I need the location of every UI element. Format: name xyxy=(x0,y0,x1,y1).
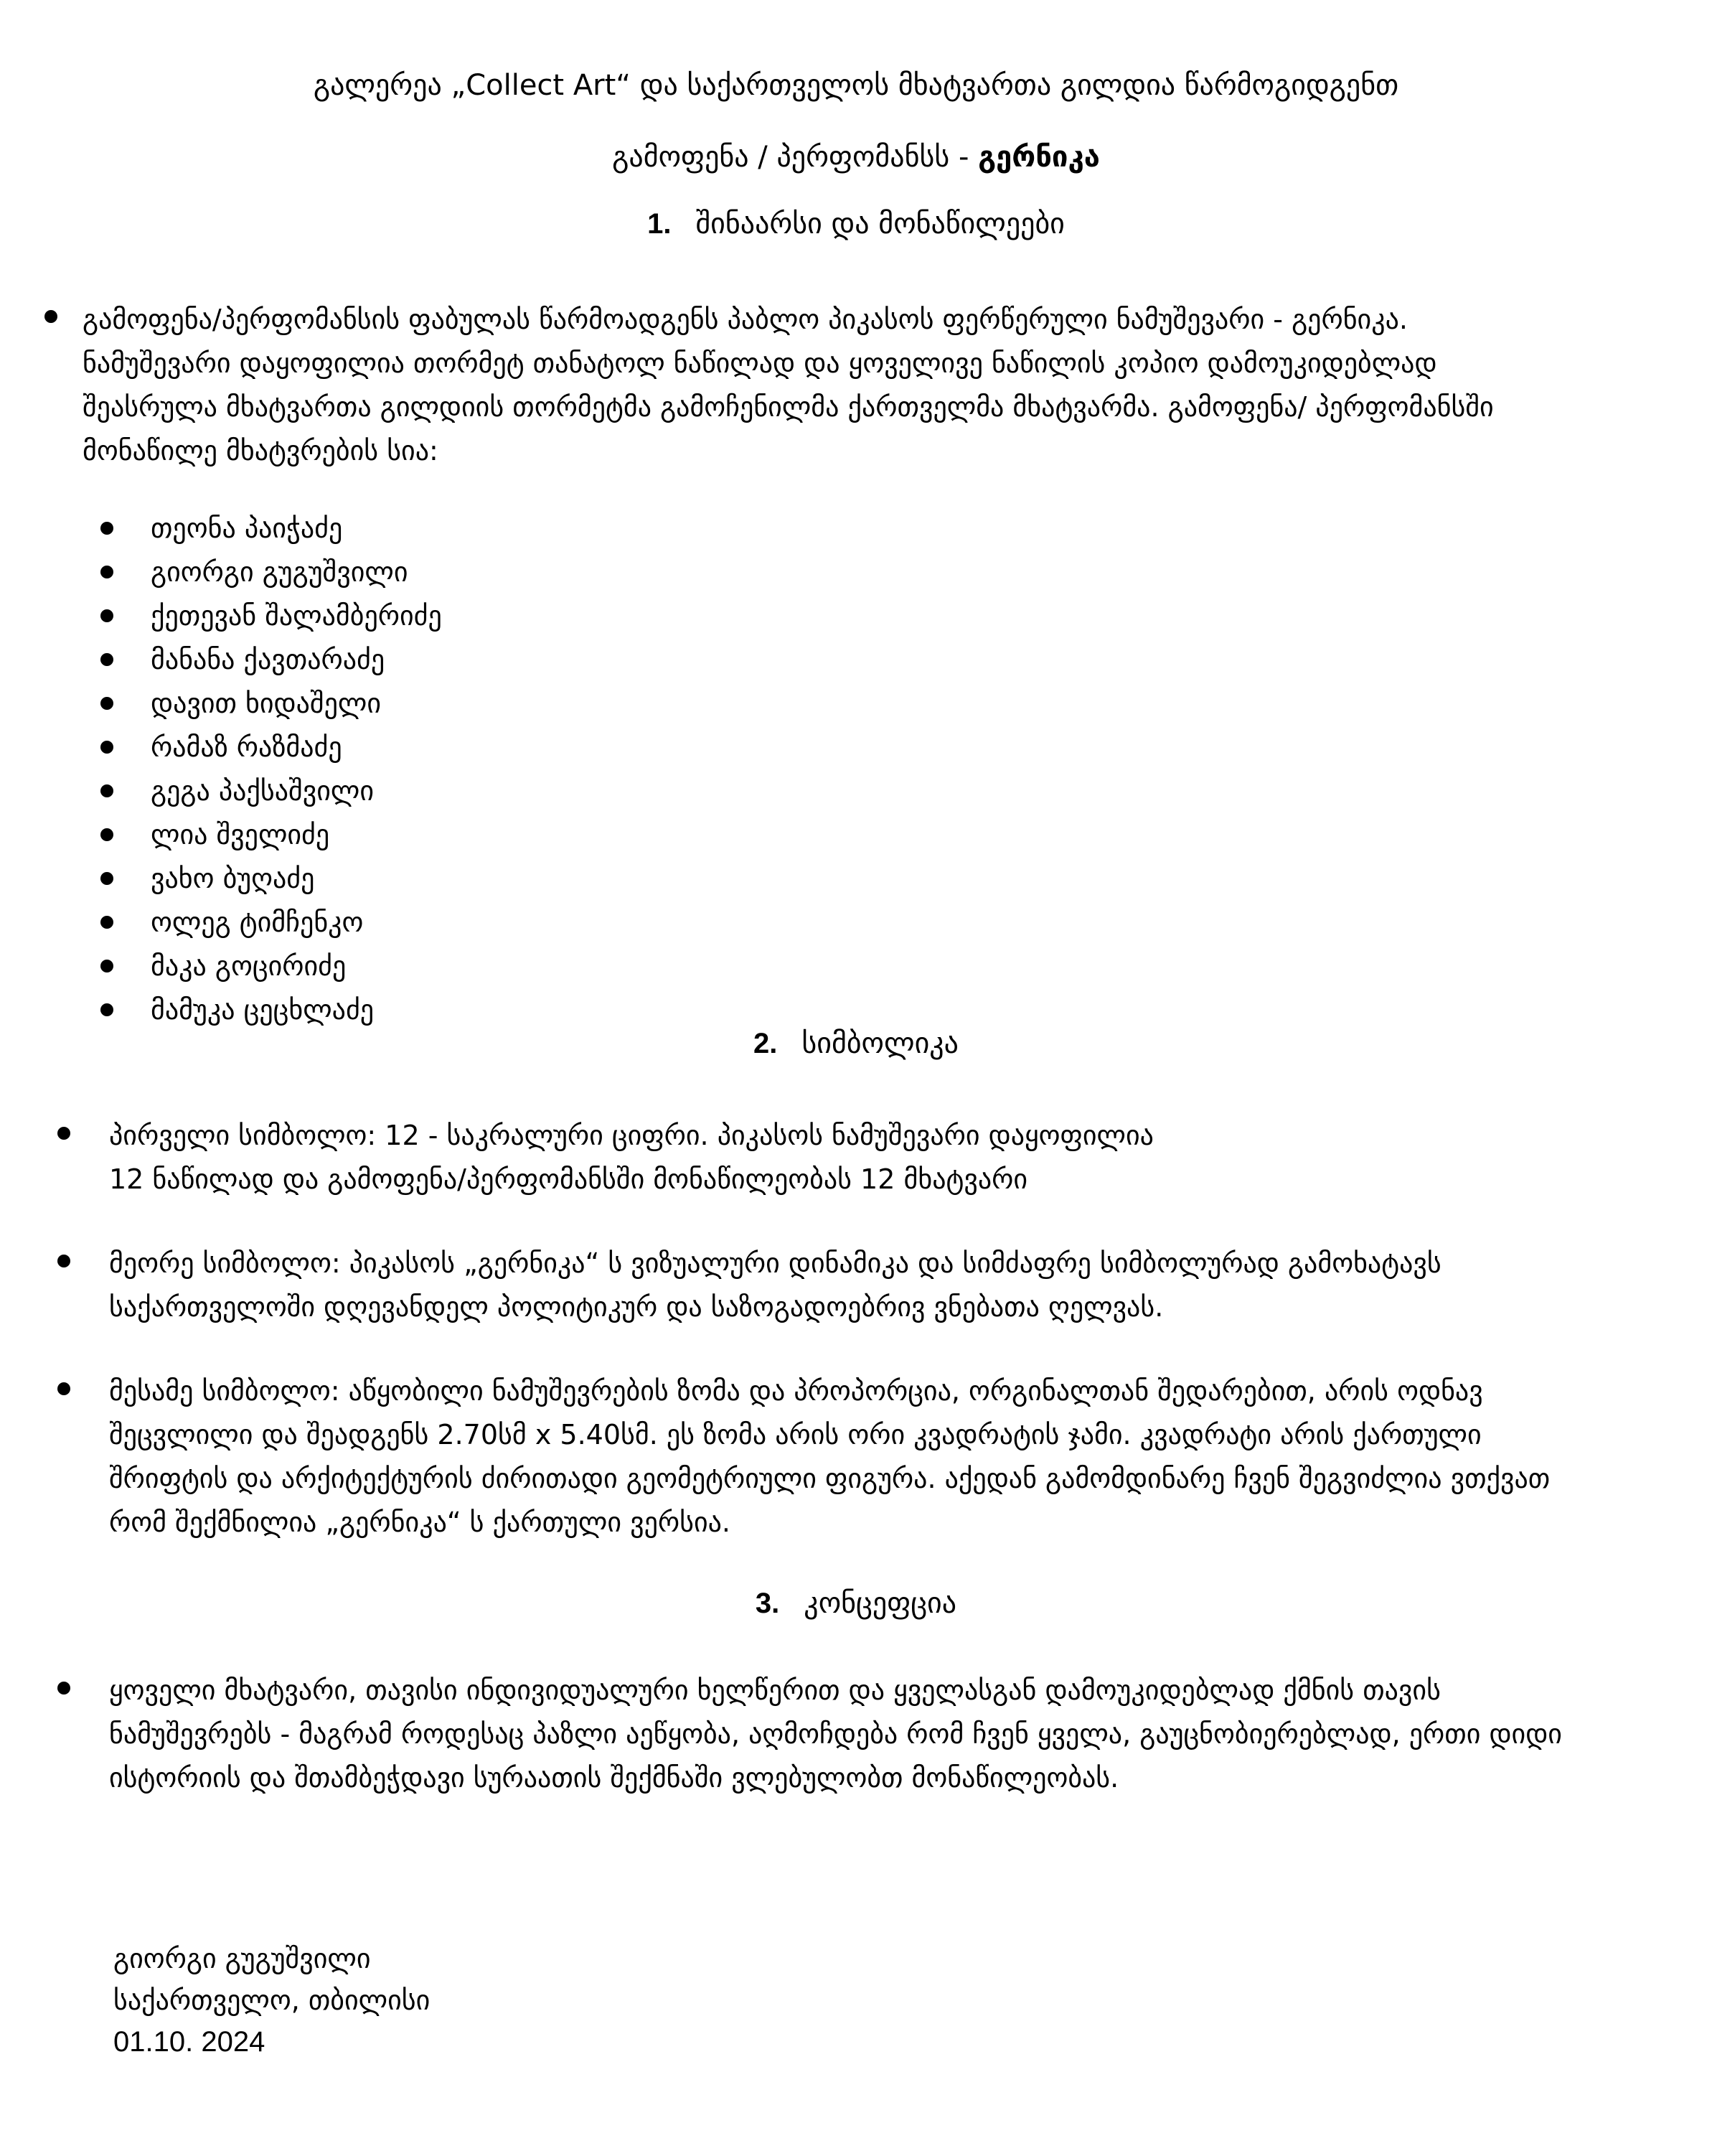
list-item xyxy=(100,682,442,726)
list-item xyxy=(100,550,442,594)
bullet-icon xyxy=(57,1682,70,1695)
artist-name: ოლეგ ტიმჩენკო xyxy=(151,906,364,938)
section-heading-concept xyxy=(0,1586,1712,1621)
subtitle-bold-title: გერნიკა xyxy=(978,141,1100,174)
bullet-icon xyxy=(100,609,113,622)
section-number: 2. xyxy=(753,1028,778,1059)
bullet-icon xyxy=(100,784,113,797)
artist-name: ლია შველიძე xyxy=(151,819,330,850)
list-item xyxy=(100,945,442,988)
list-item xyxy=(100,769,442,813)
list-item xyxy=(100,857,442,901)
symbol-third-paragraph: მესამე სიმბოლო: აწყობილი ნამუშევრების ზომა და პროპორცია, ორგინალთან შედარებით, არის ოდნავ შეცვლილი და შეადგენს 2.70სმ x 5.40სმ. ეს ზომა არის ორი კვადრატის ჯამი. კვადრატი არის ქართული შრიფტის და არქიტექტურის ძირითადი გეომეტრიული ფიგურა. აქედან გამომდინარე ჩვენ შეგვიძლია ვთქვათ რომ შექმნილია „გერნიკა“ ს ქართული ვერსია. xyxy=(109,1375,1551,1538)
section-title: სიმბოლიკა xyxy=(801,1027,959,1060)
bullet-icon xyxy=(100,522,113,535)
artist-list xyxy=(100,507,442,1032)
signature-block xyxy=(113,1938,430,2063)
artist-name: მანანა ქავთარაძე xyxy=(151,644,385,675)
symbol-second-paragraph: მეორე სიმბოლო: პიკასოს „გერნიკა“ ს ვიზუალური დინამიკა და სიმძაფრე სიმბოლურად გამოხატავს საქართველოში დღევანდელ პოლიტიკურ და საზოგადოებრივ ვნებათა ღელვას. xyxy=(109,1247,1441,1323)
artist-name: მაკა გოცირიძე xyxy=(151,950,347,982)
symbol-first-paragraph: პირველი სიმბოლო: 12 - საკრალური ციფრი. პიკასოს ნამუშევარი დაყოფილია 12 ნაწილად და გამოფენა/პერფომანსში მონაწილეობას 12 მხატვარი xyxy=(109,1120,1154,1195)
signature-date: 01.10. 2024 xyxy=(113,2026,265,2058)
bullet-icon xyxy=(57,1382,70,1395)
bullet-icon xyxy=(100,960,113,972)
artist-name: გიორგი გუგუშვილი xyxy=(151,556,408,588)
artist-name: ვახო ბუღაძე xyxy=(151,863,315,894)
bullet-icon xyxy=(100,1003,113,1016)
bullet-icon xyxy=(100,741,113,754)
section-title: შინაარსი და მონაწილეები xyxy=(695,207,1065,240)
document-title: გალერეა „Collect Art“ და საქართველოს მხატვართა გილდია წარმოგიდგენთ xyxy=(313,69,1399,102)
bullet-icon xyxy=(100,566,113,578)
list-item xyxy=(100,507,442,550)
artist-name: დავით ხიდაშელი xyxy=(151,688,382,719)
bullet-icon xyxy=(100,653,113,666)
bullet-icon xyxy=(100,872,113,885)
bullet-icon xyxy=(100,916,113,929)
bullet-icon xyxy=(57,1255,70,1267)
artist-name: გეგა პაქსაშვილი xyxy=(151,775,374,807)
list-item xyxy=(100,594,442,638)
artist-name: მამუკა ცეცხლაძე xyxy=(151,994,375,1026)
list-item xyxy=(100,638,442,682)
list-item xyxy=(100,813,442,857)
list-item xyxy=(100,988,442,1032)
artist-name: ქეთევან შალამბერიძე xyxy=(151,600,442,632)
bullet-icon xyxy=(44,310,57,323)
section-title: კონცეფცია xyxy=(804,1587,957,1620)
artist-name: რამაზ რაზმაძე xyxy=(151,731,342,763)
section-number: 3. xyxy=(755,1588,780,1619)
bullet-icon xyxy=(100,697,113,710)
bullet-icon xyxy=(57,1127,70,1140)
artist-name: თეონა პაიჭაძე xyxy=(151,512,343,544)
subtitle-prefix: გამოფენა / პერფომანსს - xyxy=(612,141,979,174)
concept-paragraph: ყოველი მხატვარი, თავისი ინდივიდუალური ხელწერით და ყველასგან დამოუკიდებლად ქმნის თავის ნამუშევრებს - მაგრამ როდესაც პაზლი აეწყობა, აღმოჩდება რომ ჩვენ ყველა, გაუცნობიერებლად, ერთი დიდი ისტორიის და შთამბეჭდავი სურაათის შექმნაში ვლებულობთ მონაწილეობას. xyxy=(109,1674,1562,1794)
section-heading-content xyxy=(0,207,1712,241)
section-number: 1. xyxy=(647,208,672,240)
section-heading-symbolism xyxy=(0,1026,1712,1061)
bullet-icon xyxy=(100,828,113,841)
document-subtitle xyxy=(0,140,1712,174)
signature-name: გიორგი გუგუშვილი xyxy=(113,1943,371,1974)
list-item xyxy=(100,726,442,769)
list-item xyxy=(100,901,442,945)
signature-place: საქართველო, თბილისი xyxy=(113,1984,431,2016)
intro-paragraph: გამოფენა/პერფომანსის ფაბულას წარმოადგენს პაბლო პიკასოს ფერწერული ნამუშევარი - გერნიკა. ნამუშევარი დაყოფილია თორმეტ თანატოლ ნაწილად და ყოველივე ნაწილის კოპიო დამოუკიდებლად შეასრულა მხატვართა გილდიის თორმეტმა გამოჩენილმა ქართველმა მხატვარმა. გამოფენა/ პერფომანსში მონაწილე მხატვრების სია: xyxy=(83,304,1494,467)
